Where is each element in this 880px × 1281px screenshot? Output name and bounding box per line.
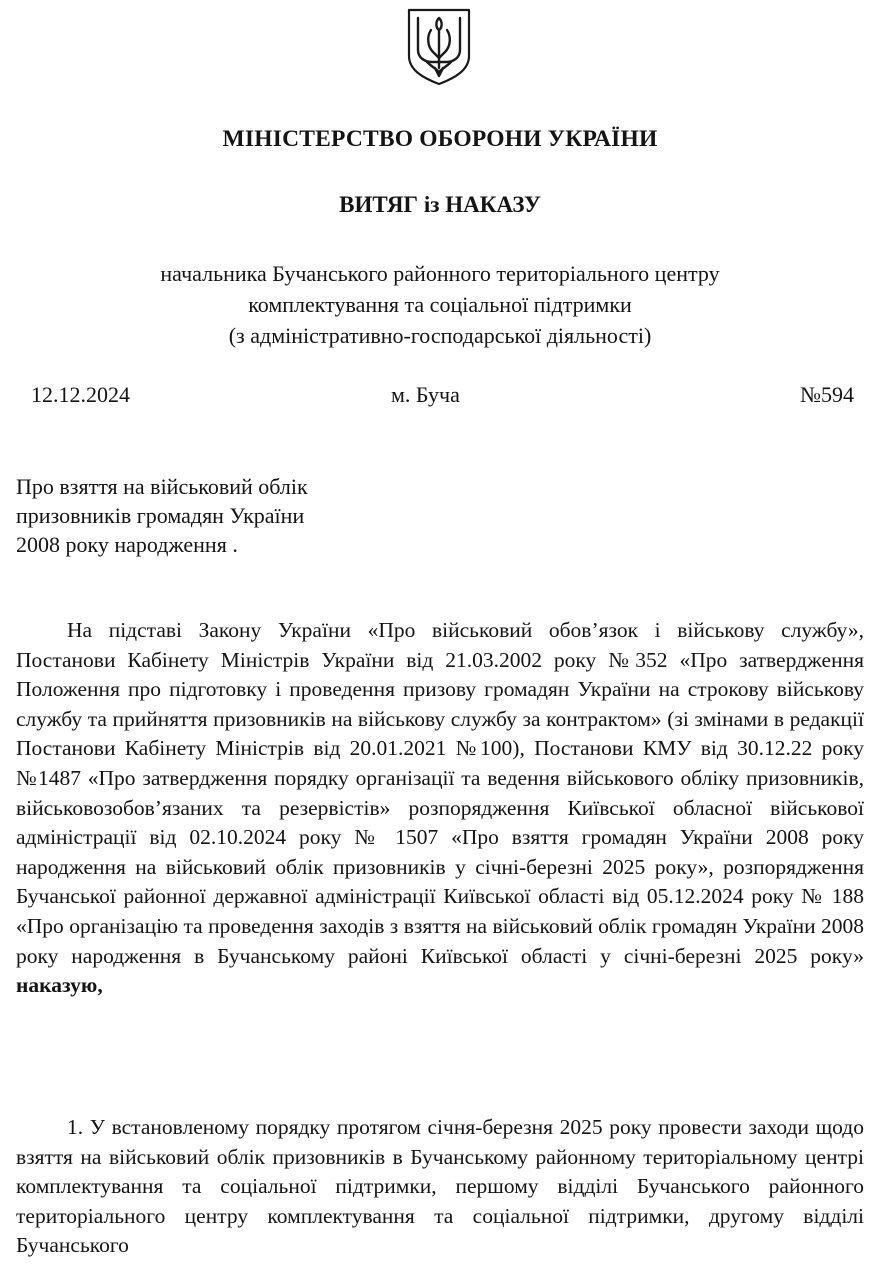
subject-line: Про взяття на військовий облік [16,474,308,499]
issuer-block [0,258,880,351]
preamble-paragraph [16,616,864,1001]
item-1-paragraph [16,1113,864,1261]
document-type-title: ВИТЯГ із НАКАЗУ [339,192,541,217]
issuer-line: комплектування та соціальної підтримки [248,292,632,317]
issuer-line: (з адміністративно-господарської діяльності) [228,323,652,348]
ministry-title: МІНІСТЕРСТВО ОБОРОНИ УКРАЇНИ [222,126,658,152]
subject-line: призовників громадян України [16,503,305,528]
preamble-text: На підставі Закону України «Про військовий обов’язок і військову службу», Постанови Кабінету Міністрів України від 21.03.2002 року №352 «Про затвердження Положення про підготовку і проведення призову громадян України на строкову військову службу та прийняття призовників на військову службу за контрактом» (зі змінами в редакції Постанови Кабінету Міністрів від 20.01.2021 №100), Постанови КМУ від 30.12.22 року №1487 «Про затвердження порядку організації та ведення військового обліку призовників, військовозобов’язаних та резервістів» розпорядження Київської обласної військової адміністрації від 02.10.2024 року № 1507 «Про взяття громадян України 2008 року народження на військовий облік призовників у січні-березні 2025 року», розпорядження Бучанської районної державної адміністрації Київської області від 05.12.2024 року № 188 «Про організацію та проведення заходів з взяття на військовий облік громадян України 2008 року народження в Бучанському районі Київської області у січні-березні 2025 року» [16,618,864,968]
order-city: м. Буча [391,382,460,407]
order-word: наказую, [16,973,103,998]
order-date: 12.12.2024 [31,382,130,407]
issuer-line: начальника Бучанського районного територіального центру [160,261,720,286]
item-1-text: 1. У встановленому порядку протягом січня-березня 2025 року провести заходи щодо взяття на військовий облік призовників в Бучанському районному територіальному центрі комплектування та соціальної підтримки, першому відділі Бучанського районного територіального центру комплектування та соціальної підтримки, другому відділі Бучанського [16,1115,864,1258]
coat-of-arms-emblem [405,6,473,86]
order-subject [16,472,308,559]
order-number: №594 [800,382,854,407]
subject-line: 2008 року народження . [16,532,238,557]
